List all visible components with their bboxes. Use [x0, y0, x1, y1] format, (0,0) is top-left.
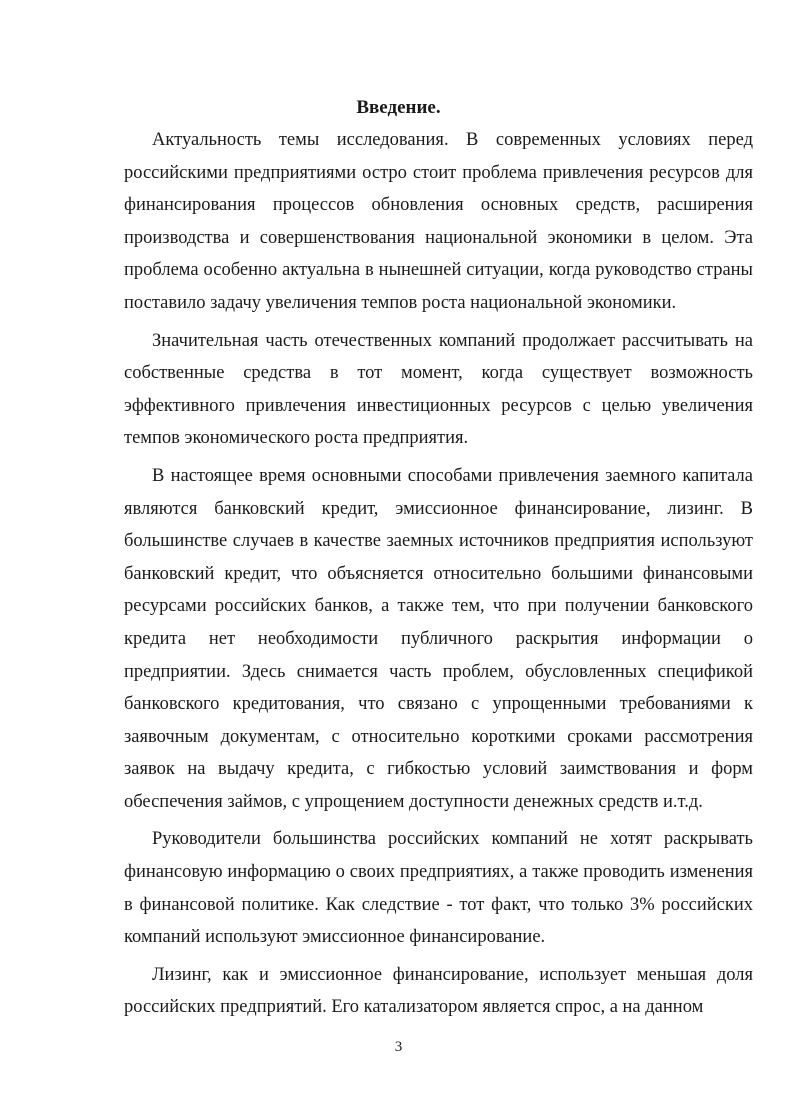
paragraph-leasing: Лизинг, как и эмиссионное финансирование, использует меньшая доля российских предприятий. Его катализатором является спрос, а на данном [124, 964, 753, 1018]
paragraph-own-funds: Значительная часть отечественных компаний продолжает рассчитывать на собственные средства в тот момент, когда существует возможность эффективного привлечения инвестиционных ресурсов с целью увеличения темпов экономического роста предприятия. [124, 330, 753, 449]
body-text [124, 124, 753, 1029]
paragraph-disclosure: Руководители большинства российских компаний не хотят раскрывать финансовую информацию о своих предприятиях, а также проводить изменения в финансовой политике. Как следствие - тот факт, что только 3% российских компаний используют эмиссионное финансирование. [124, 829, 753, 948]
page-number: 3 [394, 1039, 403, 1055]
paragraph-relevance: Актуальность темы исследования. В современных условиях перед российскими предприятиями остро стоит проблема привлечения ресурсов для финансирования процессов обновления основных средств, расширения производства и совершенствования национальной экономики в целом. Эта проблема особенно актуальна в нынешней ситуации, когда руководство страны поставило задачу увеличения темпов роста национальной экономики. [124, 130, 753, 313]
paragraph-borrowing-methods: В настоящее время основными способами привлечения заемного капитала являются банковский кредит, эмиссионное финансирование, лизинг. В большинстве случаев в качестве заемных источников предприятия используют банковский кредит, что объясняется относительно большими финансовыми ресурсами российских банков, а также тем, что при получении банковского кредита нет необходимости публичного раскрытия информации о предприятии. Здесь снимается часть проблем, обусловленных спецификой банковского кредитования, что связано с упрощенными требованиями к заявочным документам, с относительно короткими сроками рассмотрения заявок на выдачу кредита, с гибкостью условий заимствования и форм обеспечения займов, с упрощением доступности денежных средств и.т.д. [124, 465, 753, 812]
section-title: Введение. [356, 97, 441, 118]
